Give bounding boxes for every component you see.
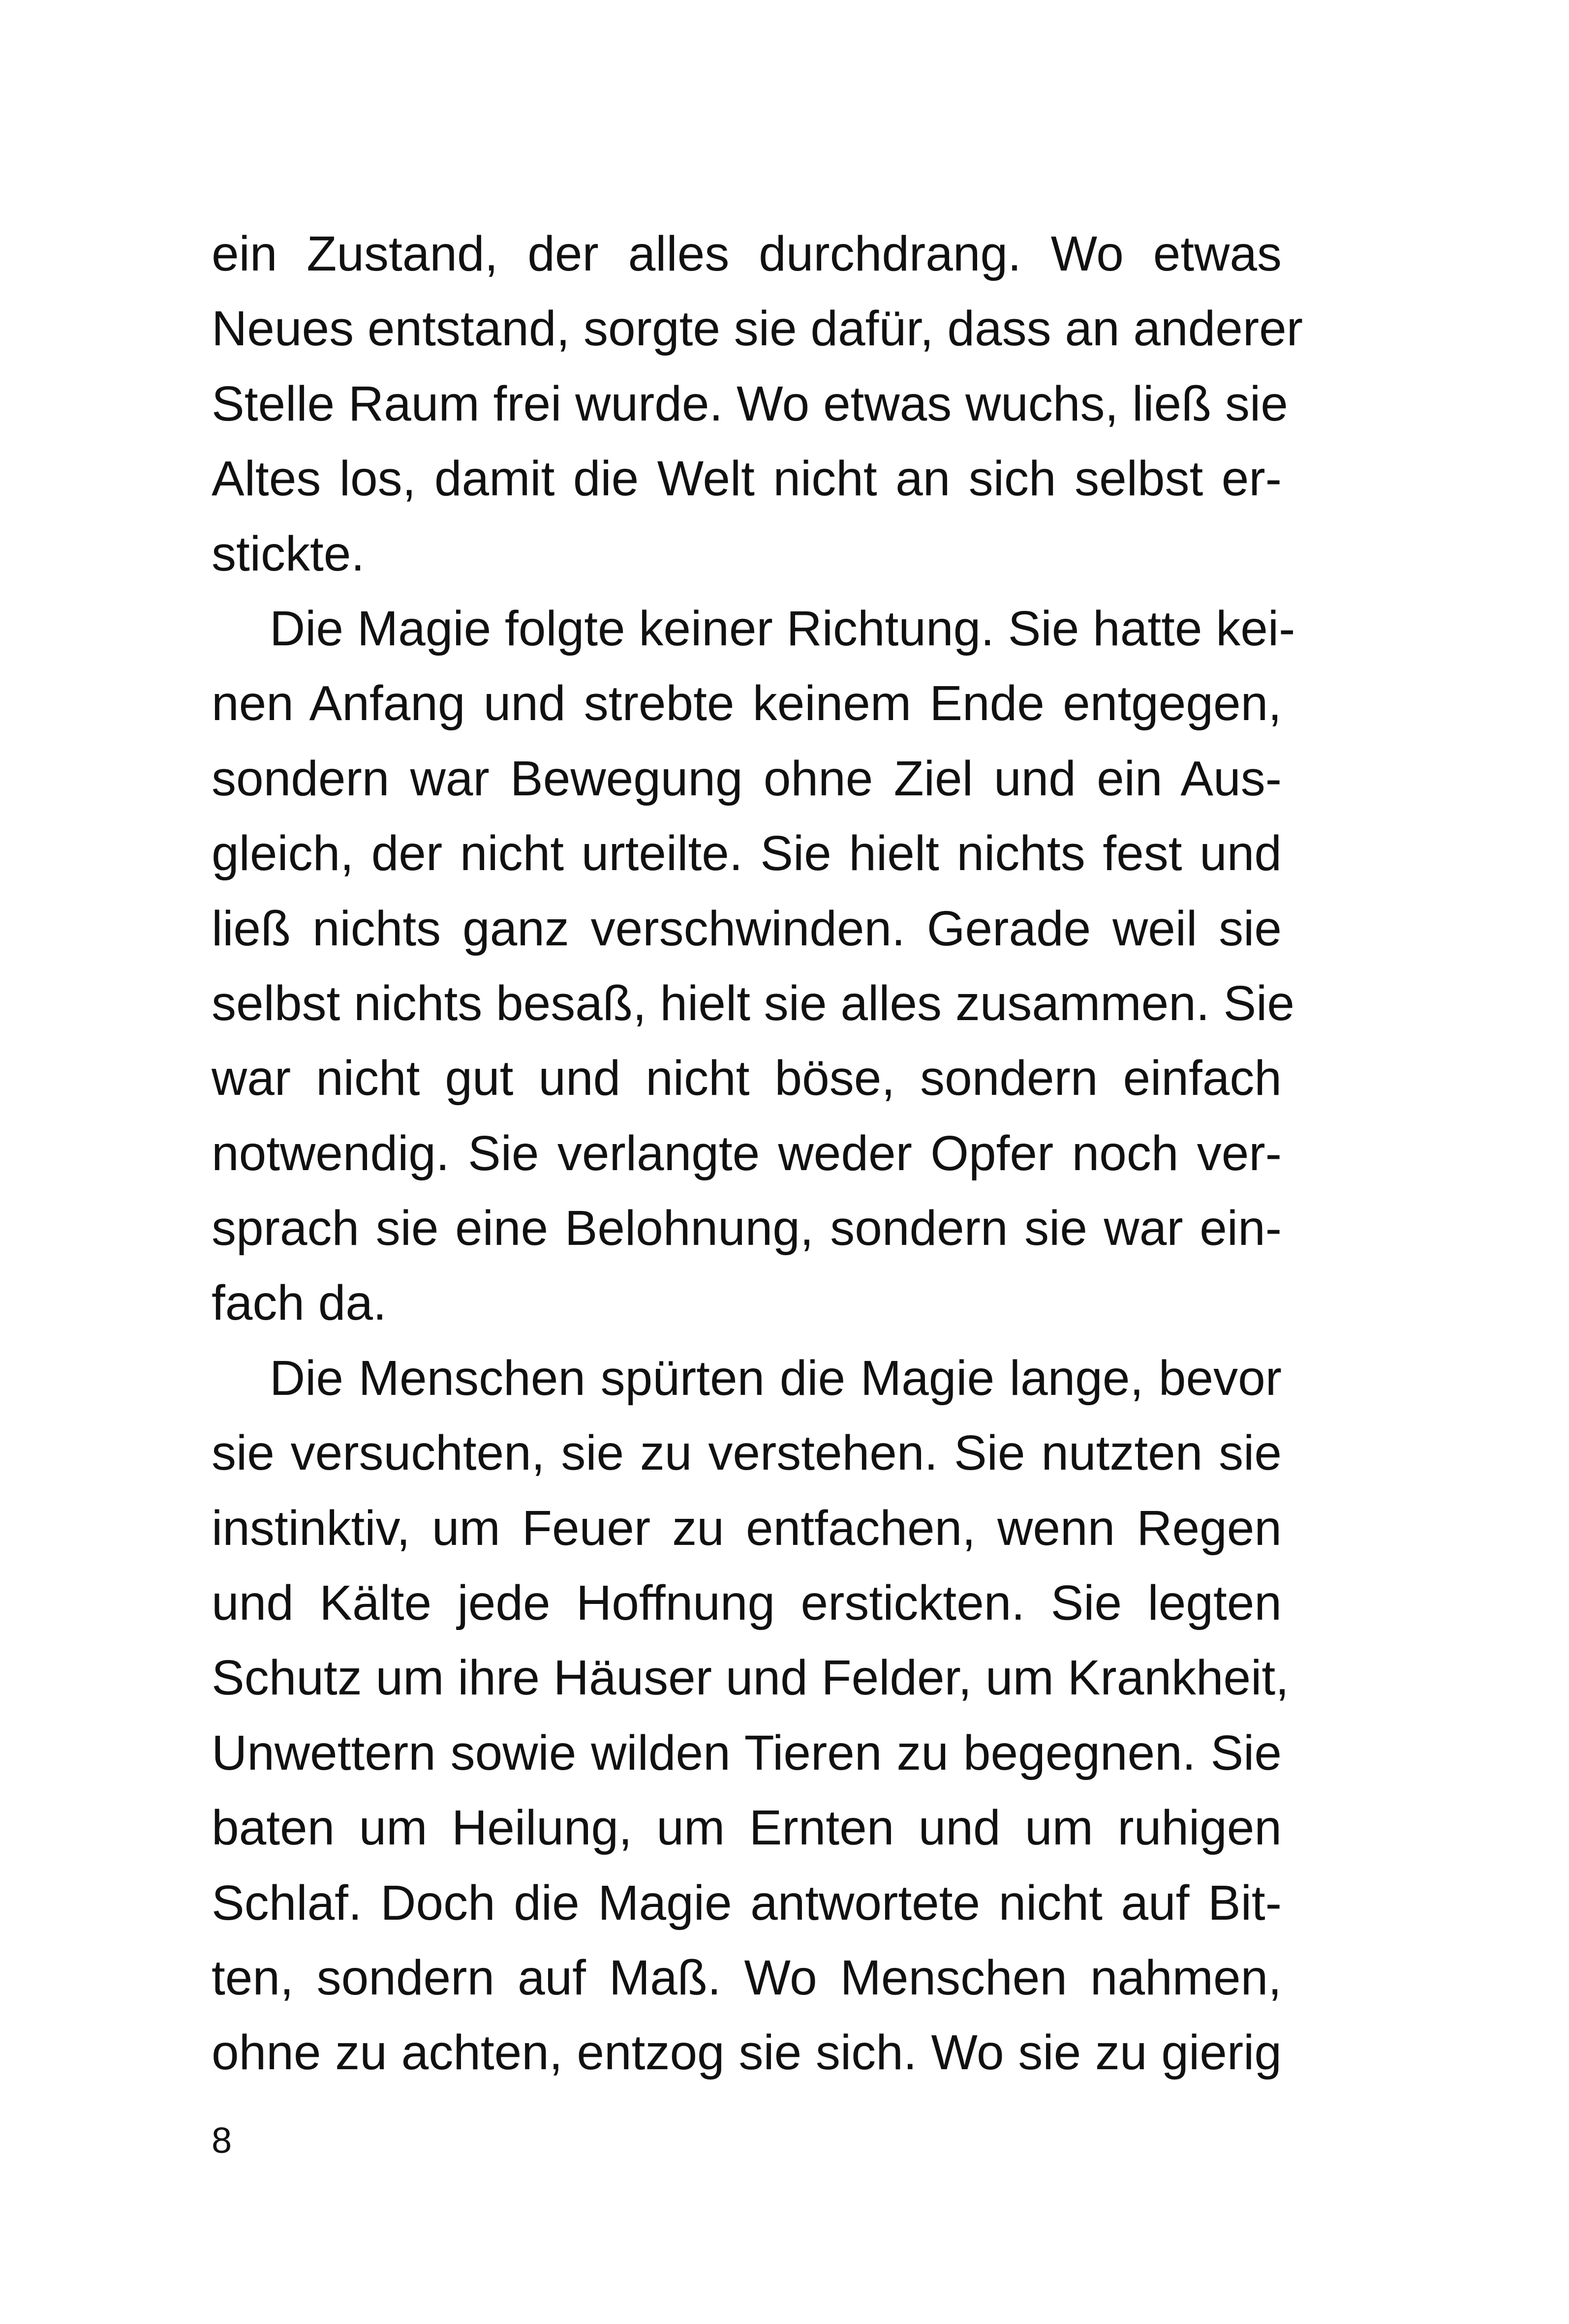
text-line: ließ nichts ganz verschwinden. Gerade weil sie [212,901,1282,956]
text-line: Altes los, damit die Welt nicht an sich selbst er- [212,451,1282,507]
text-line: ein Zustand, der alles durchdrang. Wo etwas [212,226,1282,281]
text-line: war nicht gut und nicht böse, sondern einfach [212,1051,1282,1106]
text-line: selbst nichts besaß, hielt sie alles zusammen. Sie [212,975,1294,1031]
text-line: Stelle Raum frei wurde. Wo etwas wuchs, ließ sie [212,376,1288,431]
text-line: nen Anfang und strebte keinem Ende entgegen, [212,676,1282,731]
text-line: sie versuchten, sie zu verstehen. Sie nutzten sie [212,1425,1282,1481]
text-line: Die Magie folgte keiner Richtung. Sie hatte kei- [270,601,1295,656]
text-line: Unwettern sowie wilden Tieren zu begegnen. Sie [212,1725,1282,1781]
text-line: stickte. [212,526,365,581]
text-line: Schlaf. Doch die Magie antwortete nicht auf Bit- [212,1875,1282,1931]
text-line: sondern war Bewegung ohne Ziel und ein Aus- [212,751,1282,806]
text-line: Die Menschen spürten die Magie lange, bevor [270,1350,1282,1406]
text-line: und Kälte jede Hoffnung erstickten. Sie legten [212,1575,1282,1631]
text-line: Neues entstand, sorgte sie dafür, dass an anderer [212,301,1303,357]
text-line: fach da. [212,1275,387,1331]
text-line: Schutz um ihre Häuser und Felder, um Krankheit, [212,1650,1289,1706]
body-text [212,216,1303,2090]
text-line: notwendig. Sie verlangte weder Opfer noch ver- [212,1125,1282,1181]
text-line: sprach sie eine Belohnung, sondern sie war ein- [212,1201,1282,1256]
text-line: instinktiv, um Feuer zu entfachen, wenn Regen [212,1500,1282,1556]
text-line: baten um Heilung, um Ernten und um ruhigen [212,1800,1282,1856]
text-line: ohne zu achten, entzog sie sich. Wo sie zu gierig [212,2025,1282,2081]
text-line: gleich, der nicht urteilte. Sie hielt nichts fest und [212,826,1282,881]
text-line: ten, sondern auf Maß. Wo Menschen nahmen, [212,1950,1282,2005]
page-number: 8 [212,2120,232,2161]
